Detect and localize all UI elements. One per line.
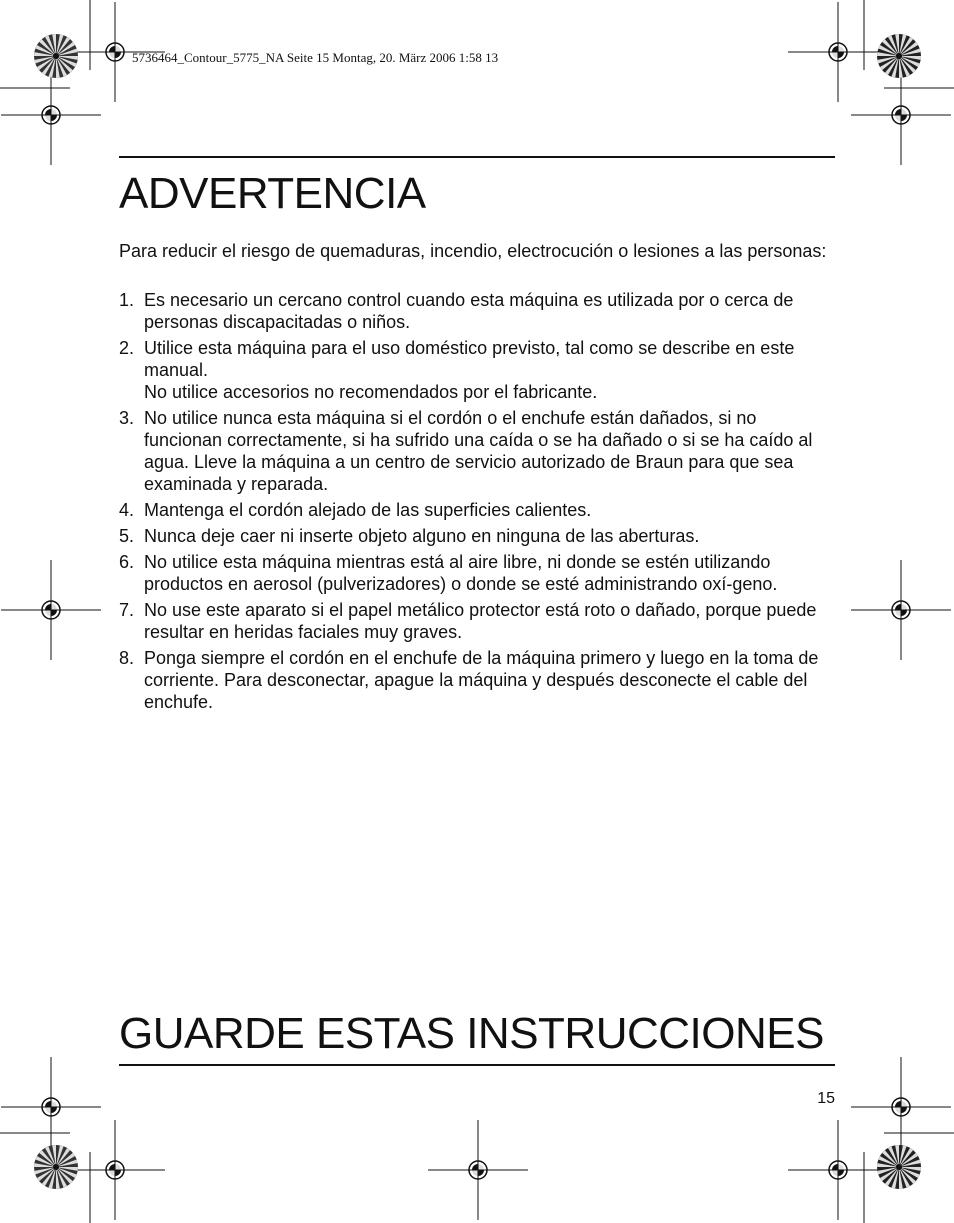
print-star-target-icon xyxy=(877,34,921,78)
list-item: 2. Utilice esta máquina para el uso doméstico previsto, tal como se describe en este manual. No utilice accesorios no recomendados por el fabricante. xyxy=(119,338,795,402)
registration-mark-icon xyxy=(788,1120,888,1220)
list-item: 6. No utilice esta máquina mientras está al aire libre, ni donde se estén utilizando productos en aerosol (pulverizadores) o donde se esté administrando oxí-geno. xyxy=(119,552,778,594)
list-item: 8. Ponga siempre el cordón en el enchufe de la máquina primero y luego en la toma de corriente. Para desconectar, apague la máquina y después desconecte el cable del enchufe. xyxy=(119,648,819,712)
registration-mark-icon xyxy=(851,1057,951,1157)
list-item: 1. Es necesario un cercano control cuando esta máquina es utilizada por o cerca de personas discapacitadas o niños. xyxy=(119,290,794,332)
list-item: 3. No utilice nunca esta máquina si el cordón o el enchufe están dañados, si no funcionan correctamente, si ha sufrido una caída o se ha dañado o si se ha caído al agua. Lleve la máquina a un centro de servicio autorizado de Braun para que sea examinada y reparada. xyxy=(119,408,813,494)
list-item: 7. No use este aparato si el papel metálico protector está roto o dañado, porque puede resultar en heridas faciales muy graves. xyxy=(119,600,817,642)
page-number: 15 xyxy=(817,1090,835,1107)
print-star-target-icon xyxy=(34,34,78,78)
print-star-target-icon xyxy=(877,1145,921,1189)
registration-mark-icon xyxy=(851,65,951,165)
list-item: 4. Mantenga el cordón alejado de las superficies calientes. xyxy=(119,500,592,520)
bottom-rule xyxy=(119,1064,835,1066)
list-item: 5. Nunca deje caer ni inserte objeto alguno en ninguna de las aberturas. xyxy=(119,526,700,546)
registration-mark-icon xyxy=(1,65,101,165)
intro-text: Para reducir el riesgo de quemaduras, incendio, electrocución o lesiones a las personas: xyxy=(119,241,827,261)
registration-mark-icon xyxy=(1,560,101,660)
page-title: ADVERTENCIA xyxy=(119,169,426,218)
registration-mark-icon xyxy=(428,1120,528,1220)
registration-mark-icon xyxy=(788,2,888,102)
registration-mark-icon xyxy=(1,1057,101,1157)
registration-mark-icon xyxy=(851,560,951,660)
print-slug: 5736464_Contour_5775_NA Seite 15 Montag, 20. März 2006 1:58 13 xyxy=(132,50,499,65)
print-star-target-icon xyxy=(34,1145,78,1189)
warning-list xyxy=(119,289,835,717)
top-rule xyxy=(119,156,835,158)
registration-mark-icon xyxy=(65,1120,165,1220)
footer-heading: GUARDE ESTAS INSTRUCCIONES xyxy=(119,1009,824,1058)
